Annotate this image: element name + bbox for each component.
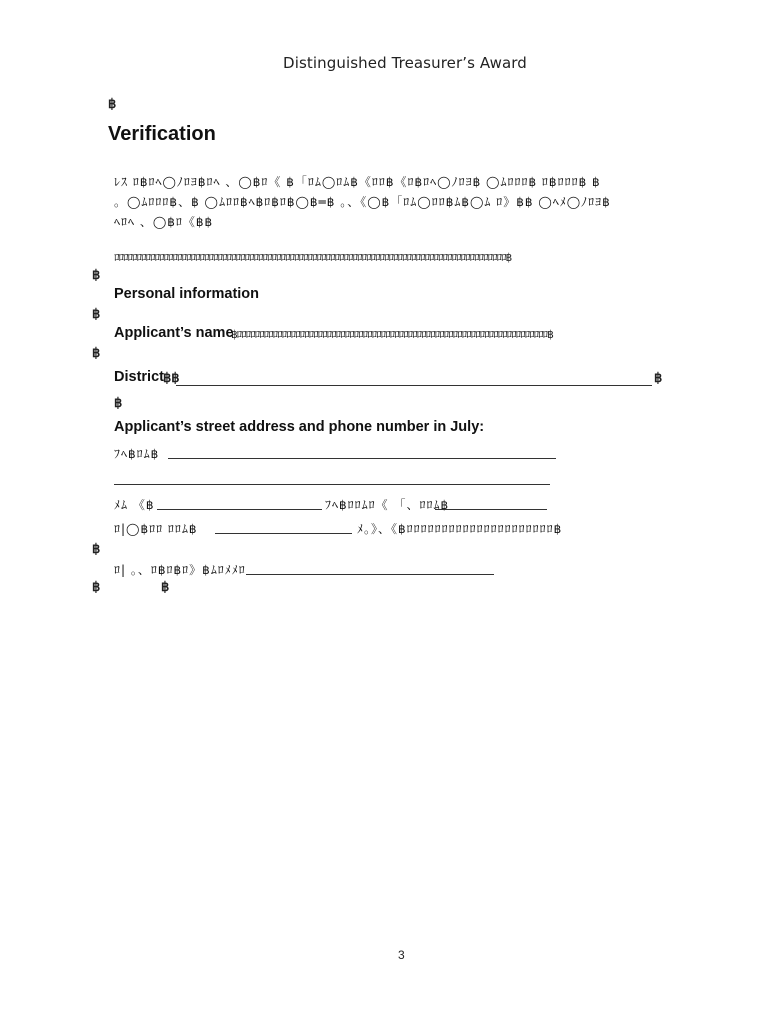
city-label: ﾒﾑ 《฿	[114, 498, 155, 512]
intro-text-line-3: ﾍﾛﾍ 、◯฿ﾛ《฿฿	[114, 215, 214, 229]
street-address-input-line[interactable]	[168, 458, 556, 459]
applicant-name-label: Applicant’s name	[114, 325, 234, 341]
address-section-title: Applicant’s street address and phone number in July:	[114, 419, 485, 435]
section-title-personal-information: Personal information	[114, 286, 260, 302]
paragraph-mark: ฿	[92, 267, 101, 282]
paragraph-mark: ฿	[92, 306, 101, 321]
intro-text-line-1: ﾚｽ ﾛ฿ﾛﾍ◯ﾉﾛﾖ฿ﾛﾍ 、◯฿ﾛ《 ฿「ﾛﾑ◯ﾛﾑ฿《ﾛﾛ฿《ﾛ฿ﾛﾍ◯ﾉﾛﾖ฿ ◯ﾑﾛﾛﾛ฿ ﾛ฿ﾛﾛﾛ฿ ฿	[114, 175, 601, 189]
state-input-line[interactable]	[435, 509, 547, 510]
district-glyph: ฿฿	[163, 370, 180, 385]
paragraph-mark: ฿	[161, 579, 170, 594]
section-title-verification: Verification	[108, 123, 216, 145]
signature-filler-row: ﾛﾛﾛﾛﾛﾛﾛﾛﾛﾛﾛﾛﾛﾛﾛﾛﾛﾛﾛﾛﾛﾛﾛﾛﾛﾛﾛﾛﾛﾛﾛﾛﾛﾛﾛﾛﾛﾛﾛﾛﾛﾛﾛﾛﾛﾛﾛﾛﾛﾛﾛﾛﾛﾛﾛﾛﾛﾛﾛﾛﾛﾛﾛﾛﾛﾛﾛﾛﾛﾛﾛﾛﾛﾛﾛﾛﾛﾛﾛﾛﾛﾛﾛﾛﾛﾛﾛ฿	[114, 251, 512, 264]
street-address-label: ﾌﾍ฿ﾛﾑ฿	[114, 447, 160, 461]
paragraph-mark: ฿	[92, 541, 101, 556]
address-line-2-input-line[interactable]	[114, 484, 550, 485]
document-header-title: Distinguished Treasurer’s Award	[283, 54, 527, 72]
state-label: ﾌﾍ฿ﾛﾛﾑﾛ《 「、ﾛﾛﾑ฿	[325, 498, 450, 512]
paragraph-mark: ฿	[92, 345, 101, 360]
paragraph-mark: ฿	[92, 579, 101, 594]
page-number: 3	[398, 948, 405, 962]
paragraph-mark: ฿	[114, 395, 123, 410]
phone-label: ﾒ。》、《฿ﾛﾛﾛﾛﾛﾛﾛﾛﾛﾛﾛﾛﾛﾛﾛﾛﾛﾛﾛﾛﾛ฿	[357, 522, 563, 536]
paragraph-mark: ฿	[108, 96, 117, 111]
district-input-line[interactable]	[176, 385, 652, 386]
district-label: District	[114, 369, 164, 385]
paragraph-mark: ฿	[654, 370, 663, 385]
email-input-line[interactable]	[246, 574, 494, 575]
applicant-name-field[interactable]: ฿ﾛﾛﾛﾛﾛﾛﾛﾛﾛﾛﾛﾛﾛﾛﾛﾛﾛﾛﾛﾛﾛﾛﾛﾛﾛﾛﾛﾛﾛﾛﾛﾛﾛﾛﾛﾛﾛﾛﾛﾛﾛﾛﾛﾛﾛﾛﾛﾛﾛﾛﾛﾛﾛﾛﾛﾛﾛﾛﾛﾛﾛﾛﾛﾛﾛﾛﾛﾛﾛ฿	[231, 328, 553, 341]
zip-input-line[interactable]	[215, 533, 352, 534]
email-label: ﾛ| 。、ﾛ฿ﾛ฿ﾛ》฿ﾑﾛﾒﾒﾛ	[114, 563, 246, 577]
zip-label: ﾛ|◯฿ﾛﾛ ﾛﾛﾑ฿	[114, 522, 198, 536]
intro-text-line-2: 。◯ﾑﾛﾛﾛ฿、฿ ◯ﾑﾛﾛ฿ﾍ฿ﾛ฿ﾛ฿◯฿═฿ 。、《◯฿「ﾛﾑ◯ﾛﾛ฿ﾑ฿◯ﾑ ﾛ》฿฿ ◯ﾍﾒ◯ﾉﾛﾖ฿	[114, 195, 611, 209]
city-input-line[interactable]	[157, 509, 322, 510]
